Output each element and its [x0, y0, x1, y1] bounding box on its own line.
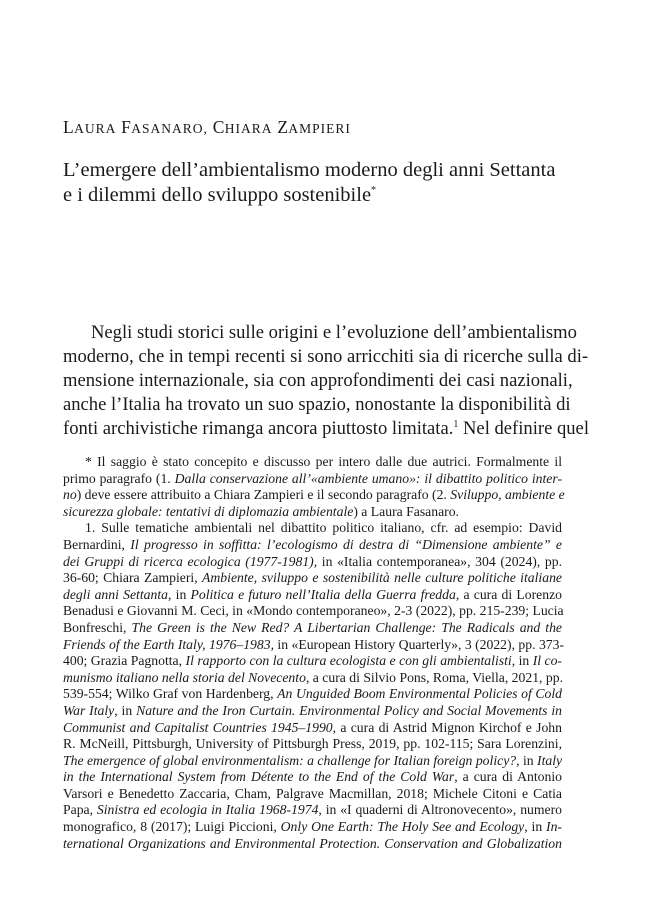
- footnote-ref-1: 1: [453, 418, 459, 430]
- body-line-tail: Nel definire quel: [458, 418, 589, 439]
- footnote-text: , in: [516, 752, 538, 768]
- footnote-line: [63, 537, 562, 554]
- body-line: moderno, che in tempi recenti si sono arricchiti sia di ricerche sulla di-: [63, 346, 589, 367]
- footnote-italic-text: Sinistra ed ecologia in Italia 1968-1974: [96, 802, 319, 818]
- footnote-text: ) a Laura Fasanaro.: [353, 503, 459, 519]
- footnote-line: [63, 471, 562, 488]
- footnote-italic-text: In-: [546, 819, 562, 835]
- footnote-text: Varsori e Benedetto Zaccaria, Cham, Palgrave Macmillan, 2018; Michele Citoni e Catia: [63, 785, 562, 801]
- author-2-last-initial: Z: [277, 117, 289, 137]
- footnote-text: primo paragrafo (1.: [63, 470, 175, 486]
- title-footnote-marker: *: [371, 185, 377, 197]
- body-text: [63, 321, 589, 441]
- footnote-line: [63, 487, 565, 504]
- footnote-text: monografico, 8 (2017); Luigi Piccioni,: [63, 819, 281, 835]
- footnote-line: [63, 603, 562, 620]
- footnote-text: 36-60; Chiara Zampieri,: [63, 570, 203, 586]
- footnotes: [63, 454, 565, 852]
- footnote-line: [63, 620, 562, 637]
- footnote-line: [63, 786, 562, 803]
- body-line: anche l’Italia ha trovato un suo spazio, nonostante la disponibilità di: [63, 394, 571, 415]
- footnote-line: [63, 504, 562, 521]
- footnote-text: , a cura di Astrid Mignon Kirchof e John: [332, 719, 562, 735]
- footnote-italic-text: degli anni Settanta: [63, 586, 168, 602]
- footnote-text: , in: [511, 653, 533, 669]
- footnote-line: [63, 736, 562, 753]
- footnote-italic-text: dei Gruppi di ricerca ecologica (1977-1981): [63, 553, 314, 569]
- footnote-italic-text: Sviluppo, ambiente e: [450, 487, 565, 503]
- footnote-text: , in «Italia contemporanea», 304 (2024), pp.: [313, 553, 563, 569]
- footnote-italic-text: Dalla conservazione all’«ambiente umano»: il dibattito politico inter-: [174, 470, 562, 486]
- footnote-text: in «European History Quarterly», 3 (2022), pp. 373-: [274, 636, 565, 652]
- footnote-italic-text: ternational Organizations and Environmental Protection. Conservation and Globalization: [63, 835, 562, 851]
- footnote-italic-text: War Italy: [63, 702, 115, 718]
- footnote-line: [63, 769, 562, 786]
- footnote-italic-text: Communist and Capitalist Countries 1945–1990: [63, 719, 333, 735]
- footnote-text: , in: [524, 819, 547, 835]
- footnote-text: * Il saggio è stato concepito e discusso per intero dalle due autrici. Formalmente il: [85, 454, 562, 469]
- footnote-italic-text: Friends of the Earth Italy, 1976–1983,: [63, 636, 274, 652]
- footnote-line: [63, 686, 562, 703]
- footnote-line: [63, 636, 565, 654]
- footnote-italic-text: The emergence of global environmentalism: a challenge for Italian foreign policy?: [63, 752, 517, 768]
- footnote-line: [63, 802, 562, 819]
- footnote-line: [63, 587, 562, 604]
- footnote-text: , in: [168, 586, 191, 602]
- footnote-italic-text: sicurezza globale: tentativi di diplomazia ambientale: [63, 503, 354, 519]
- author-1-last-initial: F: [121, 117, 132, 137]
- footnote-text: R. McNeill, Pittsburgh, University of Pittsburgh Press, 2019, pp. 102-115; Sara Lorenzini,: [63, 736, 562, 752]
- body-line: fonti archivistiche rimanga ancora piuttosto limitata.: [63, 418, 454, 439]
- author-2-first-initial: C: [212, 117, 225, 137]
- author-1-first-rest: AURA: [74, 121, 117, 136]
- footnote-italic-text: An Unguided Boom Environmental Policies of Cold: [277, 686, 562, 702]
- footnote-line: [63, 720, 562, 737]
- footnote-text: , a cura di Silvio Pons, Roma, Viella, 2021, pp.: [305, 669, 564, 685]
- title-line-2: e i dilemmi dello sviluppo sostenibile: [63, 184, 372, 206]
- footnote-line: [63, 836, 562, 853]
- footnote-text: , in «I quaderni di Altronovecento», numero: [318, 802, 563, 818]
- footnote-line: [63, 554, 562, 571]
- footnote-italic-text: Il rapporto con la cultura ecologista e con gli ambientalisti: [185, 653, 512, 669]
- footnote-italic-text: Il progresso in soffitta: l’ecologismo di destra di “Dimensione ambiente” e: [130, 536, 562, 552]
- footnote-text: Papa,: [63, 802, 97, 818]
- body-line: mensione internazionale, sia con approfondimenti dei casi nazionali,: [63, 370, 573, 391]
- footnote-text: 1. Sulle tematiche ambientali nel dibattito politico italiano, cfr. ad esempio: David: [85, 520, 562, 536]
- footnote-line: [63, 570, 562, 587]
- footnote-italic-text: Politica e futuro nell’Italia della Guerra fredda: [190, 586, 456, 602]
- author-1-last-rest: ASANARO,: [131, 121, 208, 136]
- author-2-first-rest: HIARA: [224, 121, 273, 136]
- footnote-text: 400; Grazia Pagnotta,: [63, 653, 186, 669]
- footnote-italic-text: Only One Earth: The Holy See and Ecology: [280, 819, 525, 835]
- footnote-line: [63, 670, 562, 687]
- footnote-text: , in: [114, 702, 137, 718]
- footnote-line: [63, 753, 562, 770]
- footnote-italic-text: The Green is the New Red? A Libertarian Challenge: The Radicals and the: [131, 619, 563, 635]
- footnote-line: [63, 653, 562, 670]
- footnote-italic-text: no: [63, 487, 77, 503]
- footnote-italic-text: Il co-: [532, 653, 562, 669]
- footnote-text: , a cura di Antonio: [454, 769, 562, 785]
- title-line-1: L’emergere dell’ambientalismo moderno degli anni Settanta: [63, 159, 556, 181]
- footnote-italic-text: Nature and the Iron Curtain. Environmental Policy and Social Movements in: [136, 702, 562, 718]
- footnote-text: ) deve essere attribuito a Chiara Zampieri e il secondo paragrafo (2.: [76, 487, 451, 503]
- footnote-text: Bernardini,: [63, 536, 131, 552]
- footnote-text: 539-554; Wilko Graf von Hardenberg,: [63, 686, 278, 702]
- footnote-line: [63, 454, 562, 471]
- footnote-italic-text: munismo italiano nella storia del Novecento: [63, 669, 306, 685]
- author-2-last-rest: AMPIERI: [288, 121, 351, 136]
- footnote-line: [63, 819, 562, 836]
- body-line: Negli studi storici sulle origini e l’evoluzione dell’ambientalismo: [91, 322, 577, 343]
- footnote-italic-text: in the International System from Détente to the End of the Cold War: [63, 769, 455, 785]
- author-1-first-initial: L: [63, 117, 75, 137]
- footnote-text: Benadusi e Giovanni M. Ceci, in «Mondo contemporaneo», 2-3 (2022), pp. 215-239; Lucia: [63, 603, 564, 619]
- footnote-line: [63, 703, 562, 720]
- authors-line: [63, 117, 351, 138]
- chapter-title: [63, 158, 603, 208]
- footnote-italic-text: Italy: [537, 752, 563, 768]
- body-line-last: [63, 417, 589, 441]
- footnote-text: Bonfreschi,: [63, 619, 132, 635]
- footnote-italic-text: Ambiente, sviluppo e sostenibilità nelle culture politiche italiane: [202, 570, 562, 586]
- footnote-text: , a cura di Lorenzo: [455, 586, 562, 602]
- footnote-line: [63, 520, 562, 537]
